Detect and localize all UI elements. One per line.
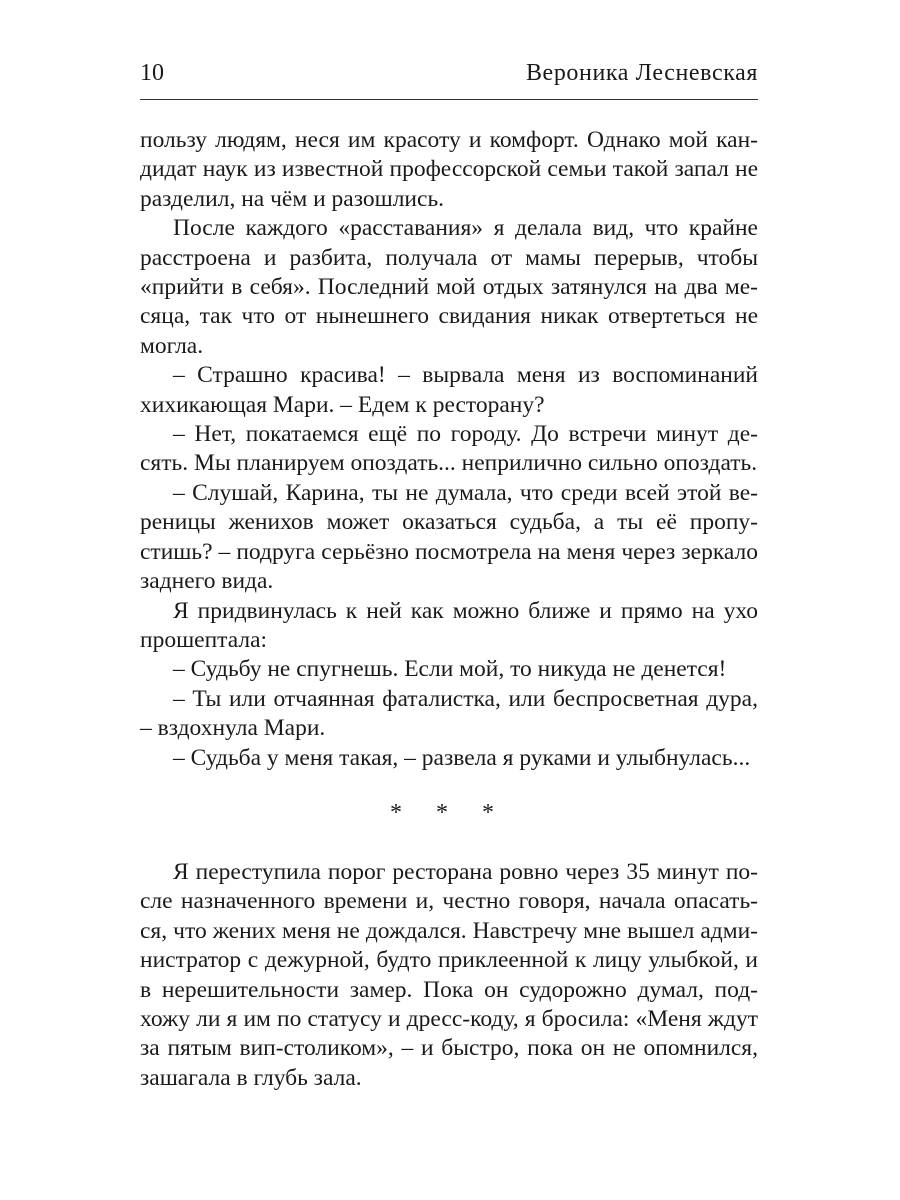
paragraph: После каждого «расставания» я делала вид, что крайне расстроена и разбита, получала от мамы перерыв, чтобы «прийти в себя». Последний мой отдых затянулся на два месяца, так что от нынешнего свидания никак отвертеться не могла. bbox=[140, 215, 758, 359]
section-separator: * * * bbox=[390, 799, 508, 826]
paragraph: Я придвинулась к ней как можно ближе и прямо на ухо прошептала: bbox=[140, 597, 758, 653]
dialogue-line: – Слушай, Карина, ты не думала, что среди всей этой вереницы женихов может оказаться судьба, а ты её пропустишь? – подруга серьёзно посмотрела на меня через зеркало заднего вида. bbox=[140, 479, 758, 595]
paragraph: пользу людям, неся им красоту и комфорт. Однако мой кандидат наук из известной профессорской семьи такой запал не разделил, на чём и разошлись. bbox=[140, 127, 758, 212]
page-number: 10 bbox=[140, 60, 164, 86]
dialogue-line: – Нет, покатаемся ещё по городу. До встречи минут десять. Мы планируем опоздать... неприлично сильно опоздать. bbox=[140, 421, 758, 477]
book-page bbox=[140, 60, 758, 1093]
dialogue-line: – Ты или отчаянная фаталистка, или беспросветная дура, – вздохнула Мари. bbox=[140, 685, 758, 742]
dialogue-line: – Страшно красива! – вырвала меня из воспоминаний хихикающая Мари. – Едем к ресторану? bbox=[140, 362, 758, 418]
dialogue-line: – Судьба у меня такая, – развела я руками и улыбнулась... bbox=[173, 744, 751, 771]
author-name: Вероника Лесневская bbox=[525, 60, 758, 86]
body-text bbox=[140, 126, 758, 1093]
paragraph: Я переступила порог ресторана ровно через 35 минут после назначенного времени и, честно говоря, начала опасаться, что жених меня не дождался. Навстречу мне вышел администратор с дежурной, будто приклеенной к лицу улыбкой, и в нерешительности замер. Пока он судорожно думал, подхожу ли я им по статусу и дресс-коду, я бросила: «Меня ждут за пятым вип-столиком», – и быстро, пока он не опомнился, зашагала в глубь зала. bbox=[140, 858, 758, 1091]
running-head bbox=[140, 60, 758, 100]
dialogue-line: – Судьбу не спугнешь. Если мой, то никуда не денется! bbox=[173, 656, 727, 683]
